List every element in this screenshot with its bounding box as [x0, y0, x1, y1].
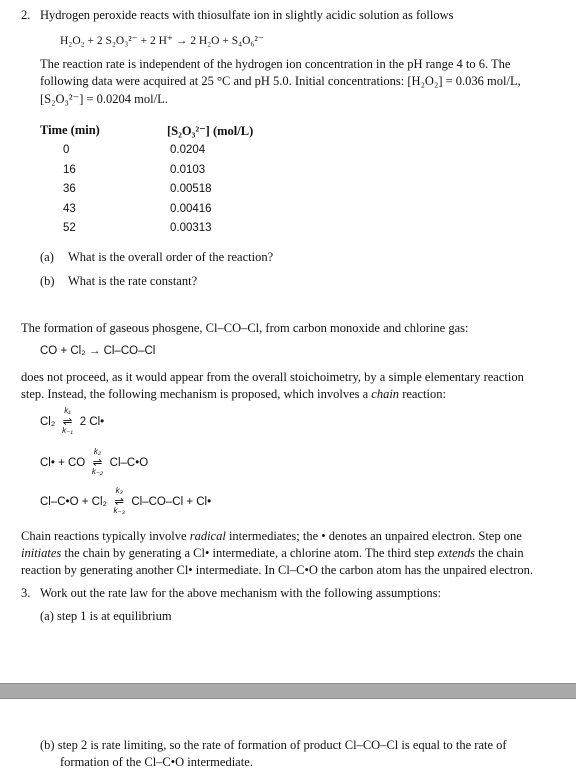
chain-emphasis: chain — [371, 387, 400, 401]
header-concentration: [S₂O₃²⁻] (mol/L) — [167, 123, 254, 138]
page-divider — [0, 683, 576, 699]
conc-cell: 0.00416 — [170, 202, 212, 215]
step-3-reactants: Cl–C•O + Cl₂ — [40, 496, 107, 508]
mechanism-step-3 — [40, 486, 212, 515]
thiosulfate-equation: H₂O₂ + 2 S₂O₃²⁻ + 2 H⁺ → 2 H₂O + S₄O₆²⁻ — [60, 35, 264, 47]
phosgene-paragraph-text: step. Instead, the following mechanism is proposed, which involves a — [21, 387, 372, 401]
question-3-part-b-line-2: formation of the Cl–C•O intermediate. — [60, 755, 253, 769]
question-2-intro: Hydrogen peroxide reacts with thiosulfate ion in slightly acidic solution as follows — [40, 8, 454, 22]
time-cell: 0 — [63, 144, 70, 157]
extends-emphasis: extends — [437, 546, 476, 560]
explanation-text: intermediates; the • denotes an unpaired electron. Step one — [225, 529, 522, 543]
step-1-products: 2 Cl• — [79, 416, 105, 428]
step-1-reactants: Cl₂ — [40, 416, 56, 428]
mechanism-step-2 — [40, 447, 149, 476]
question-3-part-a: (a) step 1 is at equilibrium — [40, 609, 172, 623]
explanation-text: Chain reactions typically involve — [21, 529, 190, 543]
step-3-reverse-constant: k₋₃ — [113, 506, 125, 515]
part-a-question: What is the overall order of the reaction? — [68, 250, 274, 264]
table-row — [40, 160, 253, 180]
conc-cell: 0.00518 — [170, 183, 212, 196]
table-row — [40, 219, 253, 239]
conc-cell: 0.0204 — [170, 144, 206, 157]
equilibrium-arrow-icon: ⇌ k₃ k₋₃ — [113, 486, 125, 515]
q2-paragraph-line-2: following data were acquired at 25 °C and pH 5.0. Initial concentrations: [H₂O₂] = 0.036 mol/L, — [40, 74, 521, 88]
step-1-forward-constant: k₁ — [64, 406, 71, 415]
table-row — [40, 199, 253, 219]
explanation-line-3: reaction by generating another Cl• intermediate. In Cl–C•O the carbon atom has the unpaired electron. — [21, 563, 534, 577]
step-2-forward-constant: k₂ — [93, 447, 101, 456]
phosgene-paragraph-line-1: does not proceed, as it would appear from the overall stoichoimetry, by a simple elementary reaction — [21, 370, 524, 384]
step-3-products: Cl–CO–Cl + Cl• — [131, 496, 212, 508]
explanation-line-1 — [21, 529, 522, 544]
part-a-label: (a) — [40, 250, 54, 264]
table-row — [40, 141, 253, 161]
phosgene-paragraph-line-2 — [21, 387, 446, 402]
step-2-products: Cl–C•O — [109, 457, 149, 469]
part-b-question: What is the rate constant? — [68, 274, 198, 288]
radical-emphasis: radical — [189, 529, 226, 543]
phosgene-paragraph-text: reaction: — [399, 387, 446, 401]
explanation-text: the chain — [475, 546, 524, 560]
conc-cell: 0.0103 — [170, 163, 206, 176]
table-row — [40, 180, 253, 200]
q2-paragraph-line-3: [S₂O₃²⁻] = 0.0204 mol/L. — [40, 92, 168, 106]
question-3-number: 3. — [21, 586, 31, 600]
equilibrium-arrow-icon: ⇌ k₂ k₋₂ — [91, 447, 104, 476]
question-2-number: 2. — [21, 8, 31, 22]
equilibrium-arrow-icon: ⇌ k₁ k₋₁ — [62, 406, 73, 435]
explanation-line-2 — [21, 546, 524, 561]
question-3-text: Work out the rate law for the above mechanism with the following assumptions: — [40, 586, 441, 600]
time-cell: 52 — [63, 222, 76, 235]
conc-cell: 0.00313 — [170, 222, 212, 235]
explanation-text: the chain by generating a Cl• intermediate, a chlorine atom. The third step — [61, 546, 438, 560]
part-b-label: (b) — [40, 274, 55, 288]
step-2-reverse-constant: k₋₂ — [91, 467, 104, 476]
time-cell: 43 — [63, 202, 76, 215]
step-3-forward-constant: k₃ — [115, 486, 123, 495]
step-1-reverse-constant: k₋₁ — [62, 426, 73, 435]
initiates-emphasis: initiates — [21, 546, 62, 560]
header-time: Time (min) — [40, 123, 100, 138]
phosgene-intro: The formation of gaseous phosgene, Cl–CO–Cl, from carbon monoxide and chlorine gas: — [21, 321, 469, 335]
question-3-part-b-line-1: (b) step 2 is rate limiting, so the rate of formation of product Cl–CO–Cl is equal to the rate of — [40, 738, 507, 752]
mechanism-step-1 — [40, 406, 105, 435]
phosgene-overall-equation: CO + Cl₂ → Cl–CO–Cl — [40, 345, 156, 357]
time-cell: 16 — [63, 163, 76, 176]
page-2 — [0, 700, 576, 776]
time-cell: 36 — [63, 183, 76, 196]
q2-paragraph-line-1: The reaction rate is independent of the hydrogen ion concentration in the pH range 4 to 6. The — [40, 57, 511, 71]
kinetics-data-table — [40, 121, 253, 238]
table-header-row — [40, 121, 253, 141]
step-2-reactants: Cl• + CO — [40, 457, 86, 469]
